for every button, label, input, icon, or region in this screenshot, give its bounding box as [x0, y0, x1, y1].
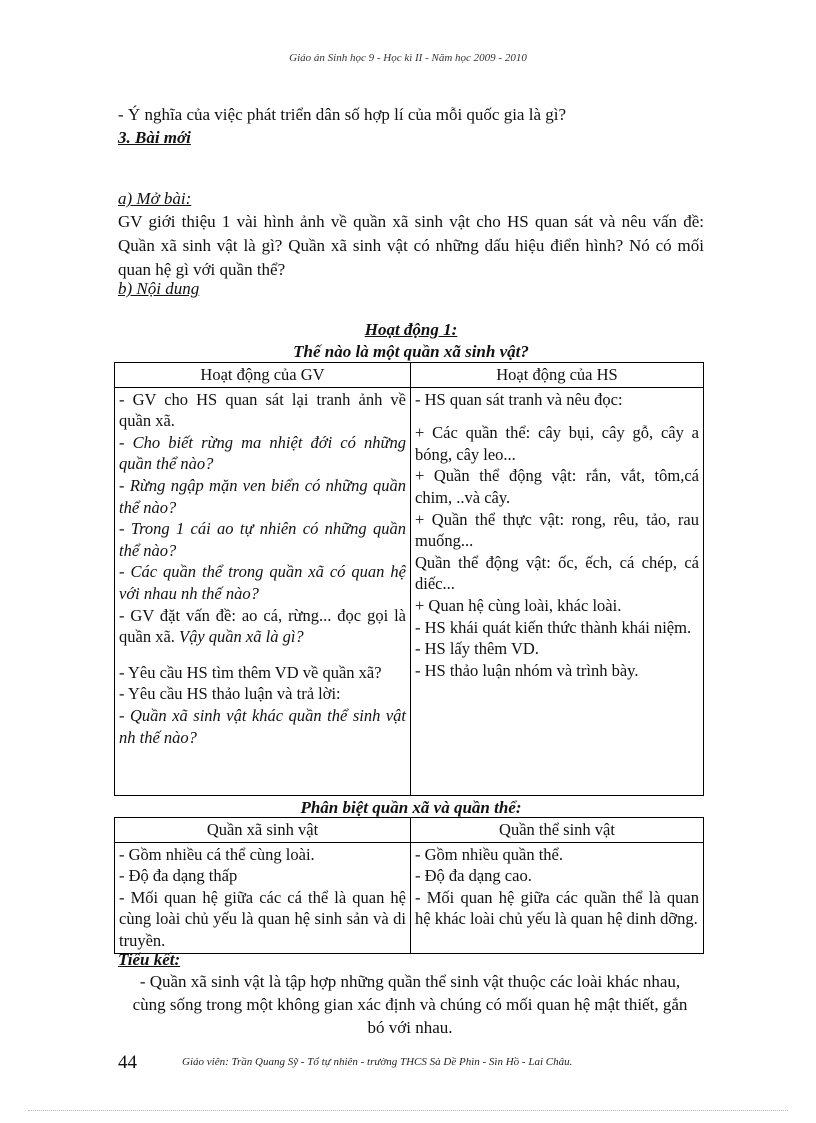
summary-label: Tiểu kết: — [118, 950, 181, 969]
quan-xa-item: - Độ đa dạng thấp — [119, 866, 238, 886]
quan-xa-item: - Gồm nhiều cá thể cùng loài. — [119, 844, 315, 864]
gv-item: - GV đặt vấn đề: ao cá, rừng... đọc gọi là quần xã. — [119, 605, 406, 647]
quan-the-item: - Mối quan hệ giữa các quần thể là quan hệ khác loài chủ yếu là quan hệ dinh dỡng. — [415, 887, 699, 929]
hs-item: + Quan hệ cùng loài, khác loài. — [415, 595, 622, 615]
activity-table — [114, 362, 704, 796]
activity-subtitle: Thế nào là một quần xã sinh vật? — [293, 342, 529, 361]
hs-item: - HS thảo luận nhóm và trình bày. — [415, 660, 639, 680]
gv-item: - Các quần thể trong quần xã có quan hệ với nhau nh thế nào? — [119, 562, 406, 603]
quan-xa-item: - Mối quan hệ giữa các cá thể là quan hệ cùng loài chủ yếu là quan hệ sinh sản và di truyền. — [119, 887, 406, 950]
hs-item: - HS khái quát kiến thức thành khái niệm. — [415, 617, 692, 637]
gv-item: - Quần xã sinh vật khác quần thể sinh vật nh thế nào? — [119, 705, 406, 747]
gv-item: - Cho biết rừng ma nhiệt đới có những quần thể nào? — [119, 432, 406, 474]
quan-the-item: - Độ đa dạng cao. — [415, 866, 532, 886]
page-divider — [28, 1110, 788, 1111]
section-new-lesson: 3. Bài mới — [118, 128, 191, 147]
activity-title: Hoạt động 1: — [364, 320, 458, 339]
gv-item: Vậy quần xã là gì? — [179, 627, 304, 647]
page-footer: Giáo viên: Trần Quang Sỹ - Tổ tự nhiên - trường THCS Sà Dề Phìn - Sìn Hồ - Lai Châu. — [182, 1056, 573, 1068]
col-header-hs: Hoạt động của HS — [411, 363, 704, 388]
gv-item: - Trong 1 cái ao tự nhiên có những quần thể nào? — [119, 519, 406, 560]
hs-item: - HS quan sát tranh và nêu đọc: — [415, 389, 623, 409]
quan-xa-features — [115, 842, 411, 953]
gv-item: - Rừng ngập mặn ven biển có những quần thể nào? — [119, 475, 406, 517]
col-header-quan-xa: Quần xã sinh vật — [115, 818, 411, 843]
compare-title: Phân biệt quần xã và quần thể: — [300, 798, 522, 817]
compare-table — [114, 817, 704, 954]
col-header-gv: Hoạt động của GV — [115, 363, 411, 388]
hs-item: Quần thể động vật: ốc, ếch, cá chép, cá diếc... — [415, 552, 699, 594]
intro-question: - Ý nghĩa của việc phát triển dân số hợp lí của mỗi quốc gia là gì? — [118, 105, 567, 124]
hs-item: + Quần thể động vật: rắn, vắt, tôm,cá chim, ..và cây. — [415, 466, 699, 507]
subsection-a: a) Mở bài: — [118, 189, 192, 208]
page-header: Giáo án Sinh học 9 - Học kì II - Năm học 2009 - 2010 — [289, 52, 527, 64]
subsection-b: b) Nội dung — [118, 279, 200, 298]
hs-activities — [411, 387, 704, 795]
hs-item: + Quần thể thực vật: rong, rêu, tảo, rau muống... — [415, 509, 699, 551]
hs-item: + Các quần thể: cây bụi, cây gỗ, cây a bóng, cây leo... — [415, 423, 699, 464]
gv-item: - Yêu cầu HS tìm thêm VD về quần xã? — [119, 662, 382, 682]
hs-item: - HS lấy thêm VD. — [415, 639, 539, 659]
summary-text: - Quần xã sinh vật là tập hợp những quần thể sinh vật thuộc các loài khác nhau, cùng sống trong một không gian xác định và chúng có mối quan hệ mật thiết, gắn bó với nhau. — [132, 972, 688, 1037]
quan-the-item: - Gồm nhiều quần thể. — [415, 844, 564, 864]
page-number: 44 — [118, 1052, 137, 1073]
gv-item: - Yêu cầu HS thảo luận và trả lời: — [119, 684, 341, 704]
quan-the-features — [411, 842, 704, 953]
gv-item: - GV cho HS quan sát lại tranh ảnh về quần xã. — [119, 389, 406, 431]
col-header-quan-the: Quần thể sinh vật — [411, 818, 704, 843]
intro-paragraph: GV giới thiệu 1 vài hình ảnh về quần xã sinh vật cho HS quan sát và nêu vấn đề: Quần xã sinh vật là gì? Quần xã sinh vật có những dấu hiệu điển hình? Nó có mối quan hệ gì với quần thể? — [118, 212, 704, 279]
gv-activities — [115, 387, 411, 795]
